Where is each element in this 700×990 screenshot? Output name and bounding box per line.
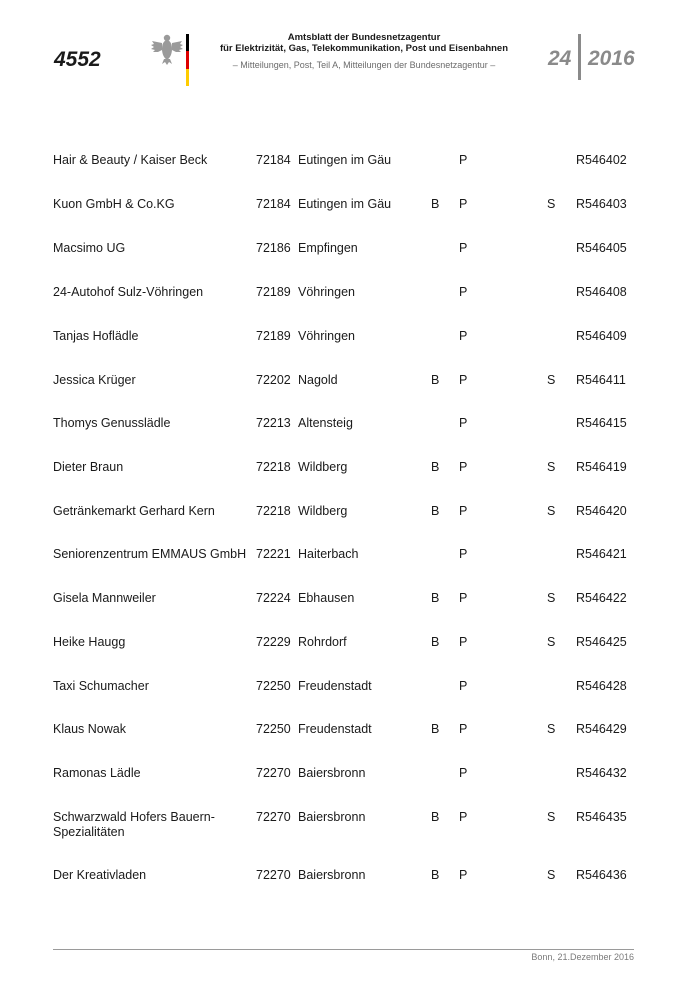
footer-divider [53, 949, 634, 950]
cell-name: Schwarzwald Hofers Bauern-Spezialitäten [53, 810, 215, 839]
cell-b: B [431, 591, 440, 605]
cell-city: Vöhringen [298, 329, 355, 343]
cell-p: P [459, 722, 468, 736]
cell-b: B [431, 810, 440, 824]
footer-date: Bonn, 21.Dezember 2016 [531, 952, 634, 962]
cell-p: P [459, 591, 468, 605]
cell-p: P [459, 868, 468, 882]
cell-city: Haiterbach [298, 547, 359, 561]
cell-p: P [459, 810, 468, 824]
cell-id: R546425 [576, 635, 627, 649]
cell-city: Vöhringen [298, 285, 355, 299]
cell-zip: 72184 [256, 153, 291, 167]
cell-s: S [547, 810, 556, 824]
cell-p: P [459, 504, 468, 518]
cell-city: Wildberg [298, 460, 348, 474]
cell-p: P [459, 679, 468, 693]
cell-zip: 72189 [256, 329, 291, 343]
flag-stripe-gold [186, 69, 189, 86]
cell-id: R546419 [576, 460, 627, 474]
cell-city: Baiersbronn [298, 810, 366, 824]
cell-id: R546421 [576, 547, 627, 561]
cell-name: Tanjas Hoflädle [53, 329, 139, 343]
cell-id: R546415 [576, 416, 627, 430]
cell-id: R546436 [576, 868, 627, 882]
cell-id: R546405 [576, 241, 627, 255]
cell-city: Rohrdorf [298, 635, 347, 649]
header-title-line1: Amtsblatt der Bundesnetzagentur [287, 32, 441, 43]
cell-name: Macsimo UG [53, 241, 126, 255]
cell-p: P [459, 635, 468, 649]
cell-s: S [547, 635, 556, 649]
cell-p: P [459, 285, 468, 299]
cell-b: B [431, 373, 440, 387]
cell-name: 24-Autohof Sulz-Vöhringen [53, 285, 204, 299]
cell-p: P [459, 373, 468, 387]
cell-b: B [431, 868, 440, 882]
cell-city: Ebhausen [298, 591, 355, 605]
cell-id: R546428 [576, 679, 627, 693]
cell-id: R546408 [576, 285, 627, 299]
header-subtitle: – Mitteilungen, Post, Teil A, Mitteilungen der Bundesnetzagentur – [232, 60, 496, 70]
flag-stripe-black [186, 34, 189, 51]
cell-zip: 72184 [256, 197, 291, 211]
cell-name: Hair & Beauty / Kaiser Beck [53, 153, 208, 167]
issue-year: 2016 [588, 47, 635, 70]
cell-b: B [431, 722, 440, 736]
cell-city: Eutingen im Gäu [298, 153, 392, 167]
cell-city: Altensteig [298, 416, 353, 430]
cell-b: B [431, 635, 440, 649]
cell-zip: 72213 [256, 416, 291, 430]
cell-city: Eutingen im Gäu [298, 197, 392, 211]
cell-id: R546411 [576, 373, 626, 387]
cell-s: S [547, 373, 556, 387]
cell-zip: 72224 [256, 591, 291, 605]
cell-s: S [547, 197, 556, 211]
cell-p: P [459, 153, 468, 167]
cell-zip: 72270 [256, 868, 291, 882]
cell-name: Jessica Krüger [53, 373, 136, 387]
cell-s: S [547, 504, 556, 518]
cell-p: P [459, 329, 468, 343]
cell-name: Heike Haugg [53, 635, 126, 649]
cell-zip: 72218 [256, 460, 291, 474]
cell-id: R546422 [576, 591, 627, 605]
cell-city: Nagold [298, 373, 338, 387]
cell-city: Baiersbronn [298, 766, 366, 780]
cell-name: Der Kreativladen [53, 868, 147, 882]
cell-zip: 72250 [256, 679, 291, 693]
cell-s: S [547, 868, 556, 882]
cell-id: R546402 [576, 153, 627, 167]
issue-number: 24 [548, 47, 572, 70]
cell-name: Thomys Genusslädle [53, 416, 171, 430]
cell-id: R546429 [576, 722, 627, 736]
cell-b: B [431, 460, 440, 474]
cell-name: Getränkemarkt Gerhard Kern [53, 504, 215, 518]
cell-id: R546435 [576, 810, 627, 824]
cell-name: Seniorenzentrum EMMAUS GmbH [53, 547, 247, 561]
cell-s: S [547, 460, 556, 474]
header [205, 32, 523, 70]
cell-zip: 72202 [256, 373, 291, 387]
cell-s: S [547, 591, 556, 605]
cell-id: R546409 [576, 329, 627, 343]
cell-name: Taxi Schumacher [53, 679, 149, 693]
page-number: 4552 [54, 48, 101, 71]
cell-name: Gisela Mannweiler [53, 591, 156, 605]
cell-zip: 72218 [256, 504, 291, 518]
cell-name: Ramonas Lädle [53, 766, 141, 780]
cell-name: Kuon GmbH & Co.KG [53, 197, 175, 211]
cell-s: S [547, 722, 556, 736]
issue-divider [578, 34, 581, 80]
header-title-line2: für Elektrizität, Gas, Telekommunikation, Post und Eisenbahnen [219, 43, 509, 54]
cell-p: P [459, 197, 468, 211]
flag-stripe-red [186, 51, 189, 68]
cell-b: B [431, 197, 440, 211]
cell-city: Baiersbronn [298, 868, 366, 882]
cell-zip: 72270 [256, 766, 291, 780]
cell-p: P [459, 766, 468, 780]
cell-zip: 72270 [256, 810, 291, 824]
cell-name: Klaus Nowak [53, 722, 126, 736]
cell-p: P [459, 241, 468, 255]
federal-eagle-icon [150, 32, 184, 66]
cell-name: Dieter Braun [53, 460, 124, 474]
cell-id: R546420 [576, 504, 627, 518]
cell-city: Freudenstadt [298, 722, 372, 736]
cell-b: B [431, 504, 440, 518]
cell-city: Empfingen [298, 241, 358, 255]
flag-bar [186, 34, 189, 86]
cell-city: Wildberg [298, 504, 348, 518]
cell-p: P [459, 547, 468, 561]
cell-zip: 72250 [256, 722, 291, 736]
cell-p: P [459, 416, 468, 430]
cell-id: R546432 [576, 766, 627, 780]
cell-city: Freudenstadt [298, 679, 372, 693]
cell-id: R546403 [576, 197, 627, 211]
cell-p: P [459, 460, 468, 474]
cell-zip: 72189 [256, 285, 291, 299]
cell-zip: 72186 [256, 241, 291, 255]
cell-zip: 72221 [256, 547, 291, 561]
cell-zip: 72229 [256, 635, 291, 649]
